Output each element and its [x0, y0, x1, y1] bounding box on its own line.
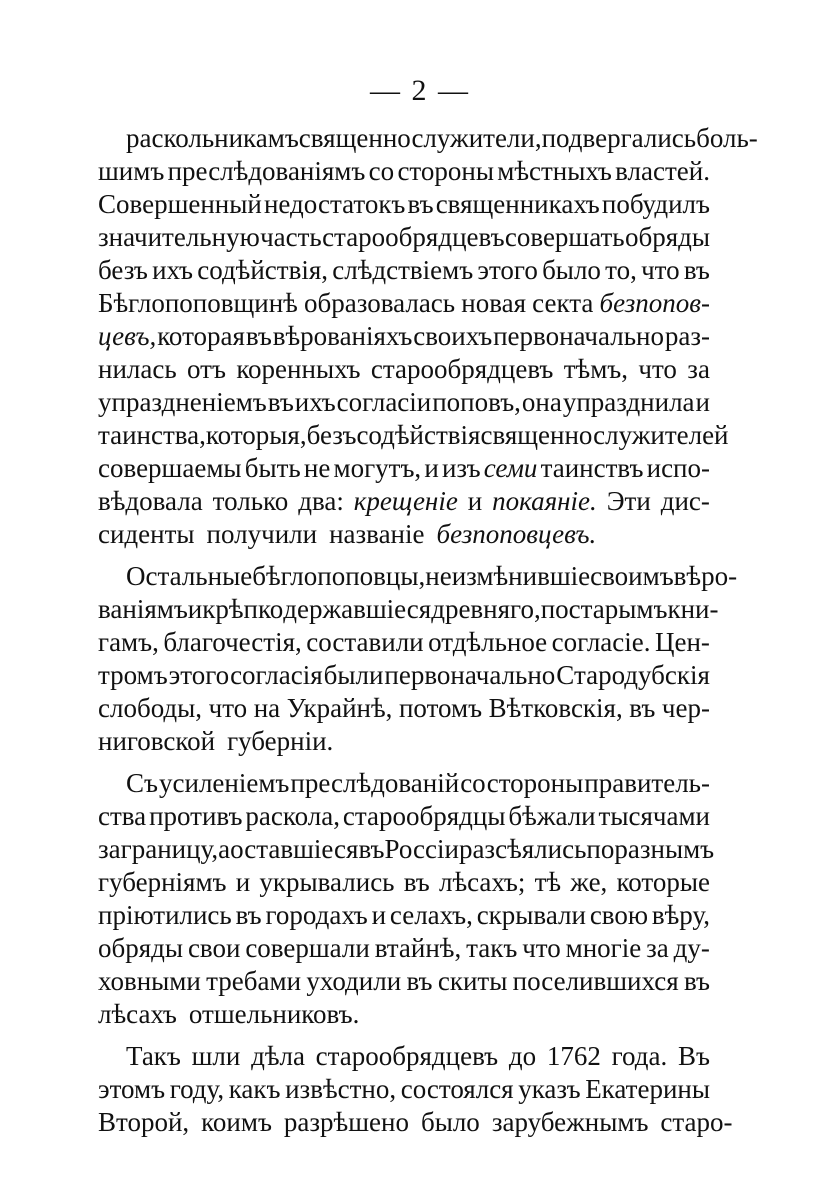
text-line: [98, 998, 710, 1031]
word: недостатокъ: [263, 189, 406, 219]
word: Украйнѣ,: [286, 693, 393, 723]
word: что: [208, 693, 248, 723]
word: Эти: [606, 486, 651, 516]
italic-word: семи: [483, 453, 538, 483]
word: получили: [206, 519, 318, 549]
word: и: [371, 900, 387, 930]
word: укрывались: [259, 867, 395, 897]
word: этого: [168, 660, 230, 690]
word: что: [641, 255, 680, 285]
word: гамъ,: [98, 627, 159, 657]
word: состоялся: [400, 1074, 514, 1104]
word: раскола,: [245, 801, 340, 831]
word: согласіе.: [551, 627, 651, 657]
word: губерніи.: [227, 726, 334, 756]
word: скиты: [437, 966, 508, 996]
word: совершаемы: [98, 453, 242, 483]
text-line: [98, 932, 710, 965]
text-line: [98, 353, 710, 386]
word: Екатерины: [585, 1074, 710, 1104]
word: и: [235, 867, 251, 897]
word: со: [368, 156, 395, 186]
text-line: [98, 287, 710, 320]
word: было: [420, 1107, 480, 1137]
word: сиденты: [98, 519, 195, 549]
word: первоначально: [493, 321, 664, 351]
word: образовалась: [304, 288, 456, 318]
word: Стародубскія: [556, 660, 710, 690]
word: по: [540, 594, 569, 624]
word: старо-: [660, 1107, 733, 1137]
text-line: [98, 1040, 710, 1073]
word: правитель-: [584, 768, 710, 798]
word: по: [586, 834, 615, 864]
word: Цен-: [655, 627, 710, 657]
word: Съ: [126, 768, 158, 798]
word: Совершенный: [98, 189, 262, 219]
word: священникахъ: [435, 189, 600, 219]
word: же,: [570, 867, 608, 897]
word: дѣла: [251, 1041, 305, 1071]
word: изъ: [441, 453, 481, 483]
word: а: [218, 834, 231, 864]
word: Остальные: [126, 561, 253, 591]
word: разнымъ: [614, 834, 715, 864]
word: стороны: [486, 768, 584, 798]
word: совершали: [245, 933, 370, 963]
word: ихъ: [294, 387, 336, 417]
word: названіе: [329, 519, 425, 549]
word: значительную: [98, 222, 260, 252]
word: два:: [298, 486, 344, 516]
word: пріютились: [98, 900, 232, 930]
text-line: [98, 659, 710, 692]
italic-word: безпоповцевъ.: [436, 519, 597, 549]
text-line: [98, 419, 729, 452]
word: за: [646, 933, 669, 963]
word: Бѣглопоповщинѣ: [98, 288, 298, 318]
word: стороны: [397, 156, 494, 186]
word: совершать: [504, 222, 625, 252]
word: ду-: [673, 933, 710, 963]
word: и: [187, 594, 203, 624]
word: преслѣдованій: [290, 768, 460, 798]
word: то,: [605, 255, 637, 285]
text-line: [98, 155, 710, 188]
text-line: [98, 188, 710, 221]
italic-word: покаяніе.: [492, 486, 597, 516]
word: секта: [532, 288, 594, 318]
word: бѣглопоповцы,: [252, 561, 426, 591]
word: со: [460, 768, 486, 798]
word: лѣсахъ: [98, 999, 177, 1029]
word: скрывали: [476, 900, 586, 930]
word: нилась: [98, 354, 177, 384]
word: года.: [611, 1041, 668, 1071]
word: согласіи: [336, 387, 432, 417]
text-line: [98, 221, 710, 254]
word: тысячами: [598, 801, 710, 831]
word: и: [424, 453, 439, 483]
word: тѣмъ,: [563, 354, 628, 384]
word: Второй,: [98, 1107, 190, 1137]
word: въ: [245, 321, 272, 351]
word: кни-: [667, 594, 719, 624]
word: 1762: [546, 1041, 601, 1071]
word: ихъ: [152, 255, 193, 285]
text-line: [98, 833, 715, 866]
word: въ: [683, 255, 710, 285]
word: ниговской: [98, 726, 216, 756]
word: раскольникамъ: [126, 123, 299, 153]
word: бѣжали: [508, 801, 596, 831]
word: подвергались: [541, 123, 697, 153]
word: указъ: [518, 1074, 581, 1104]
page-number: — 2 —: [370, 74, 470, 107]
word: лѣсахъ;: [438, 867, 526, 897]
word: часть: [260, 222, 322, 252]
text-line: [98, 518, 710, 551]
text-line: [98, 485, 710, 518]
word: какъ: [228, 1074, 281, 1104]
word: вѣдовала: [98, 486, 203, 516]
word: поселившихся: [512, 966, 679, 996]
word: требами: [206, 966, 302, 996]
text-line: [98, 626, 710, 659]
word: въ: [629, 693, 656, 723]
paragraph: [98, 122, 758, 551]
word: ваніямъ: [98, 594, 188, 624]
word: оставшіеся: [230, 834, 359, 864]
paragraph: [98, 1040, 733, 1139]
word: обряды: [624, 222, 710, 252]
word: и: [467, 486, 483, 516]
word: составили: [306, 627, 424, 657]
word: въ: [358, 834, 385, 864]
word: поповъ,: [432, 387, 521, 417]
word: она: [521, 387, 562, 417]
text-line: [98, 800, 710, 833]
word: отдѣльное: [428, 627, 548, 657]
text-line: [98, 593, 719, 626]
word: властей.: [615, 156, 710, 186]
word: потомъ: [398, 693, 483, 723]
text-line: [98, 767, 710, 800]
word: чер-: [661, 693, 710, 723]
word: что: [522, 933, 561, 963]
word: своихъ: [413, 321, 493, 351]
word: въ: [235, 900, 262, 930]
word: границу,: [120, 834, 219, 864]
word: слободы,: [98, 693, 203, 723]
paragraph-gap: [98, 551, 710, 560]
word: священнослужителей: [480, 420, 729, 450]
word: коимъ: [201, 1107, 272, 1137]
italic-word: безпопов-: [599, 288, 710, 318]
italic-word: крещеніе: [353, 486, 458, 516]
text-line: [98, 725, 710, 758]
word: вѣру,: [651, 900, 710, 930]
word: обряды: [98, 933, 184, 963]
word: въ: [683, 966, 710, 996]
word: такъ: [466, 933, 518, 963]
word: въ: [267, 387, 294, 417]
word: шимъ: [98, 156, 165, 186]
word: извѣстно,: [285, 1074, 397, 1104]
word: было: [542, 255, 601, 285]
word: Вѣтковскія,: [488, 693, 623, 723]
body-text: [98, 122, 758, 1139]
word: измѣнившіе: [451, 561, 591, 591]
word: согласія: [230, 660, 323, 690]
paragraph-gap: [98, 1031, 710, 1040]
word: въ: [407, 189, 434, 219]
text-line: [98, 560, 738, 593]
word: новая: [461, 288, 527, 318]
word: раз-: [664, 321, 710, 351]
word: въ: [403, 867, 430, 897]
word: безъ: [98, 255, 148, 285]
text-line: [98, 386, 710, 419]
word: боль-: [696, 123, 758, 153]
word: своимъ: [590, 561, 674, 591]
word: быть: [244, 453, 301, 483]
word: вѣрованіяхъ: [272, 321, 413, 351]
word: которая: [157, 321, 245, 351]
word: не: [425, 561, 452, 591]
word: Въ: [677, 1041, 710, 1071]
text-line: [98, 965, 710, 998]
word: на: [253, 693, 281, 723]
word: тромъ: [98, 660, 168, 690]
word: таинства,: [98, 420, 206, 450]
word: и: [695, 387, 710, 417]
word: державшіеся: [283, 594, 432, 624]
word: городахъ: [265, 900, 368, 930]
word: безъ: [306, 420, 357, 450]
word: не: [303, 453, 331, 483]
text-line: [98, 866, 710, 899]
word: этомъ: [98, 1074, 166, 1104]
word: свои: [187, 933, 241, 963]
paragraph-gap: [98, 758, 710, 767]
word: мѣстныхъ: [497, 156, 612, 186]
word: старымъ: [568, 594, 668, 624]
text-line: [98, 899, 710, 932]
word: дис-: [660, 486, 710, 516]
word: которые: [616, 867, 710, 897]
word: старообрядцевъ: [370, 354, 554, 384]
word: свою: [589, 900, 649, 930]
word: губерніямъ: [98, 867, 227, 897]
text-line: [98, 692, 710, 725]
word: за: [98, 834, 121, 864]
word: благочестія,: [163, 627, 302, 657]
word: древняго,: [431, 594, 541, 624]
word: зарубежнымъ: [491, 1107, 649, 1137]
word: отъ: [187, 354, 226, 384]
word: шли: [191, 1041, 241, 1071]
word: разрѣшено: [283, 1107, 409, 1137]
word: таинствъ: [540, 453, 644, 483]
word: которыя,: [205, 420, 307, 450]
word: этого: [477, 255, 538, 285]
text-line: [98, 1073, 710, 1106]
word: уходили: [306, 966, 402, 996]
word: до: [508, 1041, 537, 1071]
italic-word: цевъ,: [98, 321, 157, 351]
word: первоначально: [384, 660, 556, 690]
word: старообрядцы: [342, 801, 506, 831]
word: старообрядцевъ: [322, 222, 505, 252]
word: селахъ,: [389, 900, 473, 930]
word: Такъ: [126, 1041, 181, 1071]
text-line: [98, 122, 758, 155]
word: побудилъ: [601, 189, 710, 219]
word: упразднила: [562, 387, 695, 417]
word: противъ: [149, 801, 243, 831]
word: тѣ: [534, 867, 562, 897]
text-line: [98, 1106, 733, 1139]
word: усиленіемъ: [159, 768, 290, 798]
word: въ: [406, 966, 433, 996]
text-line: [98, 452, 710, 485]
word: могутъ,: [333, 453, 422, 483]
word: только: [212, 486, 289, 516]
text-line: [98, 320, 710, 353]
word: коренныхъ: [236, 354, 361, 384]
word: разсѣялись: [458, 834, 587, 864]
word: преслѣдованіямъ: [167, 156, 366, 186]
word: Россіи: [384, 834, 459, 864]
word: содѣйствія,: [197, 255, 328, 285]
paragraph: [98, 560, 738, 758]
word: ховными: [98, 966, 201, 996]
word: втайнѣ,: [374, 933, 462, 963]
word: отшельниковъ.: [188, 999, 360, 1029]
word: священнослужители,: [298, 123, 542, 153]
word: упраздненіемъ: [98, 387, 267, 417]
word: старообрядцевъ: [315, 1041, 499, 1071]
word: были: [323, 660, 384, 690]
word: вѣро-: [673, 561, 738, 591]
word: ства: [98, 801, 147, 831]
word: испо-: [646, 453, 710, 483]
word: за: [687, 354, 710, 384]
word: слѣдствіемъ: [332, 255, 474, 285]
word: что: [638, 354, 677, 384]
word: году,: [169, 1074, 225, 1104]
paragraph: [98, 767, 715, 1031]
word: крѣпко: [202, 594, 284, 624]
word: содѣйствія: [356, 420, 481, 450]
word: многіе: [565, 933, 642, 963]
text-line: [98, 254, 710, 287]
